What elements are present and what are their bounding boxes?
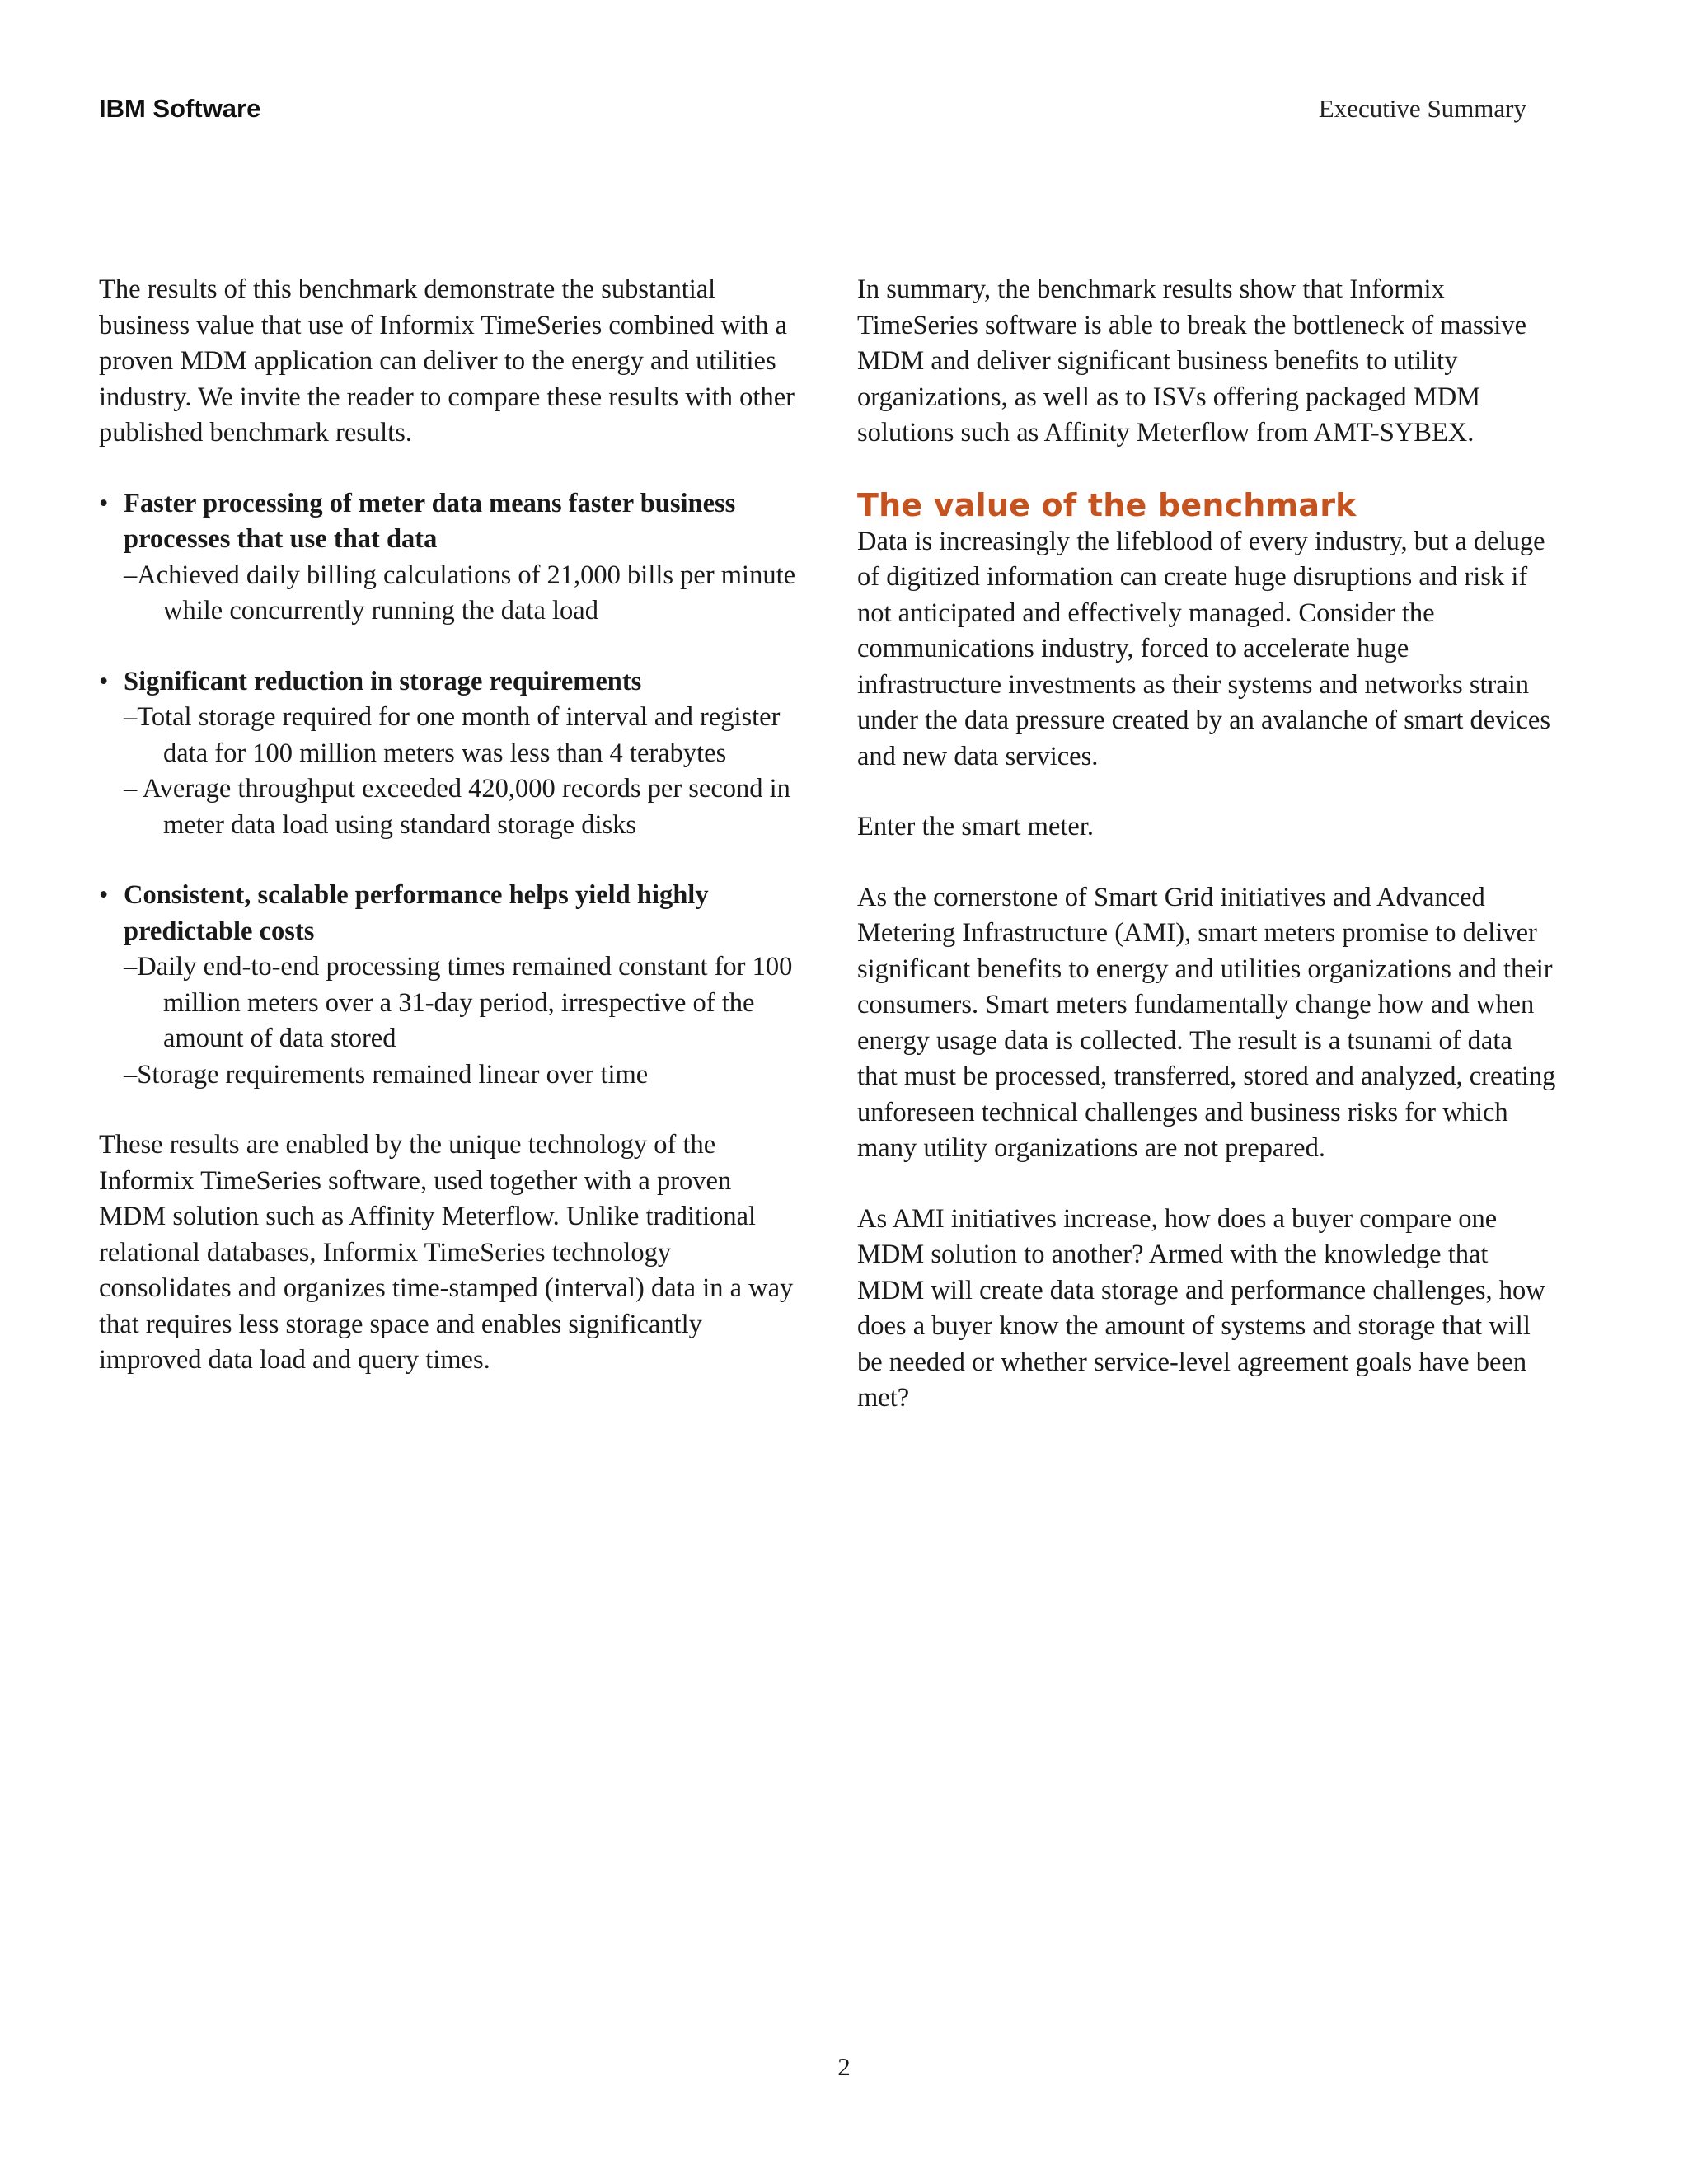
list-item bbox=[99, 486, 799, 630]
bullet-title: Consistent, scalable performance helps yield highly predictable costs bbox=[124, 880, 709, 946]
bullet-title: Significant reduction in storage requirements bbox=[124, 666, 642, 696]
bullet-title: Faster processing of meter data means faster business processes that use that data bbox=[124, 488, 736, 554]
bullet-icon: • bbox=[99, 488, 109, 518]
body-paragraph: As the cornerstone of Smart Grid initiatives and Advanced Metering Infrastructure (AMI), smart meters promise to deliver significant benefits to energy and utilities organizations and their consumers. Smart meters fundamentally change how and when energy usage data is collected. The result is a tsunami of data that must be processed, transferred, stored and analyzed, creating unforeseen technical challenges and business risks for which many utility organizations are not prepared. bbox=[857, 882, 1556, 1163]
closing-paragraph: These results are enabled by the unique technology of the Informix TimeSeries software, used together with a proven MDM solution such as Affinity Meterflow. Unlike traditional relational databases, Informix TimeSeries technology consolidates and organizes time-stamped (interval) data in a way that requires less storage space and enables significantly improved data load and query times. bbox=[99, 1130, 794, 1375]
bullet-detail: –Daily end-to-end processing times remained constant for 100 million meters over a 31-day period, irrespective of the amount of data stored bbox=[124, 952, 793, 1053]
summary-paragraph: In summary, the benchmark results show that Informix TimeSeries software is able to break the bottleneck of massive MDM and deliver significant business benefits to utility organizations, as well as to ISVs offering packaged MDM solutions such as Affinity Meterflow from AMT-SYBEX. bbox=[857, 274, 1526, 448]
intro-paragraph: The results of this benchmark demonstrate the substantial business value that use of Informix TimeSeries combined with a proven MDM application can deliver to the energy and utilities industry. We invite the reader to compare these results with other published benchmark results. bbox=[99, 274, 795, 448]
header-brand: IBM Software bbox=[99, 94, 261, 123]
bullet-detail: –Total storage required for one month of interval and register data for 100 million meters was less than 4 terabytes bbox=[124, 702, 781, 768]
left-column bbox=[99, 272, 799, 1413]
page-number: 2 bbox=[837, 2052, 851, 2081]
list-item bbox=[99, 878, 799, 1093]
bullet-detail: –Achieved daily billing calculations of 21,000 bills per minute while concurrently running the data load bbox=[124, 560, 796, 626]
section-heading: The value of the benchmark bbox=[857, 486, 1357, 523]
benefits-list bbox=[99, 486, 799, 1094]
body-paragraph: Enter the smart meter. bbox=[857, 812, 1094, 841]
body-paragraph: As AMI initiatives increase, how does a buyer compare one MDM solution to another? Armed with the knowledge that MDM will create data storage and performance challenges, how does a buyer know the amount of systems and storage that will be needed or whether service-level agreement goals have been met? bbox=[857, 1203, 1545, 1413]
header-section-title: Executive Summary bbox=[1318, 94, 1526, 123]
right-column bbox=[857, 272, 1558, 1451]
bullet-detail: – Average throughput exceeded 420,000 records per second in meter data load using standard storage disks bbox=[124, 774, 790, 840]
bullet-detail: –Storage requirements remained linear over time bbox=[124, 1059, 649, 1090]
body-paragraph: Data is increasingly the lifeblood of every industry, but a deluge of digitized information can create huge disruptions and risk if not anticipated and effectively managed. Consider the communications industry, forced to accelerate huge infrastructure investments as their systems and networks strain under the data pressure created by an avalanche of smart devices and new data services. bbox=[857, 526, 1550, 771]
bullet-icon: • bbox=[99, 880, 109, 910]
bullet-icon: • bbox=[99, 666, 109, 696]
list-item bbox=[99, 664, 799, 844]
